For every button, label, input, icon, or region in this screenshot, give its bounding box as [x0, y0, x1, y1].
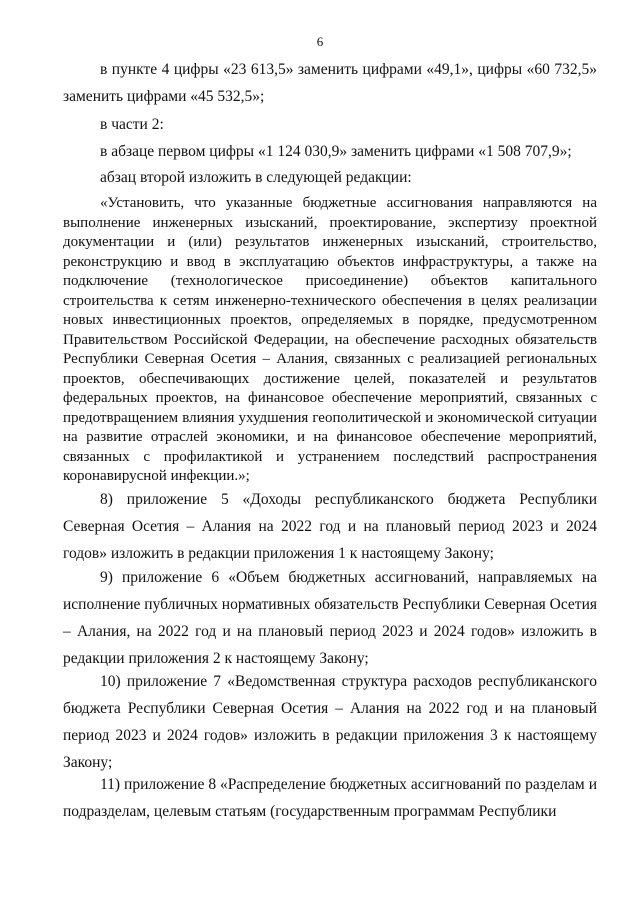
- paragraph-abzac-second: абзац второй изложить в следующей редакции:: [100, 169, 412, 186]
- paragraph-item-10: 10) приложение 7 «Ведомственная структура расходов республиканского бюджета Республики Северная Осетия – Алания на 2022 год и на плановый период 2023 и 2024 годов» изложить в редакции приложения 3 к настоящему Закону;: [63, 673, 597, 771]
- paragraph-part-2: в части 2:: [100, 116, 164, 133]
- paragraph-abzac-first: в абзаце первом цифры «1 124 030,9» заменить цифрами «1 508 707,9»;: [100, 143, 572, 160]
- paragraph-item-9: 9) приложение 6 «Объем бюджетных ассигнований, направляемых на исполнение публичных нормативных обязательств Республики Северная Осетия – Алания, на 2022 год и на плановый период 2023 и 2024 годов» изложить в редакции приложения 2 к настоящему Закону;: [63, 569, 597, 667]
- paragraph-item-11: 11) приложение 8 «Распределение бюджетных ассигнований по разделам и подразделам, целевым статьям (государственным программам Республики: [63, 776, 597, 820]
- quoted-paragraph: «Установить, что указанные бюджетные ассигнования направляются на выполнение инженерных изысканий, проектирование, экспертизу проектной документации и (или) результатов инженерных изысканий, строительство, реконструкцию и ввод в эксплуатацию объектов инфраструктуры, а также на подключение (технологическое присоединение) объектов капитального строительства к сетям инженерно-технического обеспечения в целях реализации новых инвестиционных проектов, определяемых в порядке, предусмотренном Правительством Российской Федерации, на обеспечение расходных обязательств Республики Северная Осетия – Алания, связанных с реализацией региональных проектов, обеспечивающих достижение целей, показателей и результатов федеральных проектов, на финансовое обеспечение мероприятий, связанных с предотвращением влияния ухудшения геополитической и экономической ситуации на развитие отраслей экономики, и на финансовое обеспечение мероприятий, связанных с профилактикой и устранением последствий распространения коронавирусной инфекции.»;: [63, 195, 597, 484]
- page-number: 6: [316, 34, 324, 49]
- paragraph-item-8: 8) приложение 5 «Доходы республиканского бюджета Республики Северная Осетия – Алания на 2022 год и на плановый период 2023 и 2024 годов» изложить в редакции приложения 1 к настоящему Закону;: [63, 491, 597, 562]
- paragraph-item-4: в пункте 4 цифры «23 613,5» заменить цифрами «49,1», цифры «60 732,5» заменить цифрами «45 532,5»;: [63, 61, 597, 105]
